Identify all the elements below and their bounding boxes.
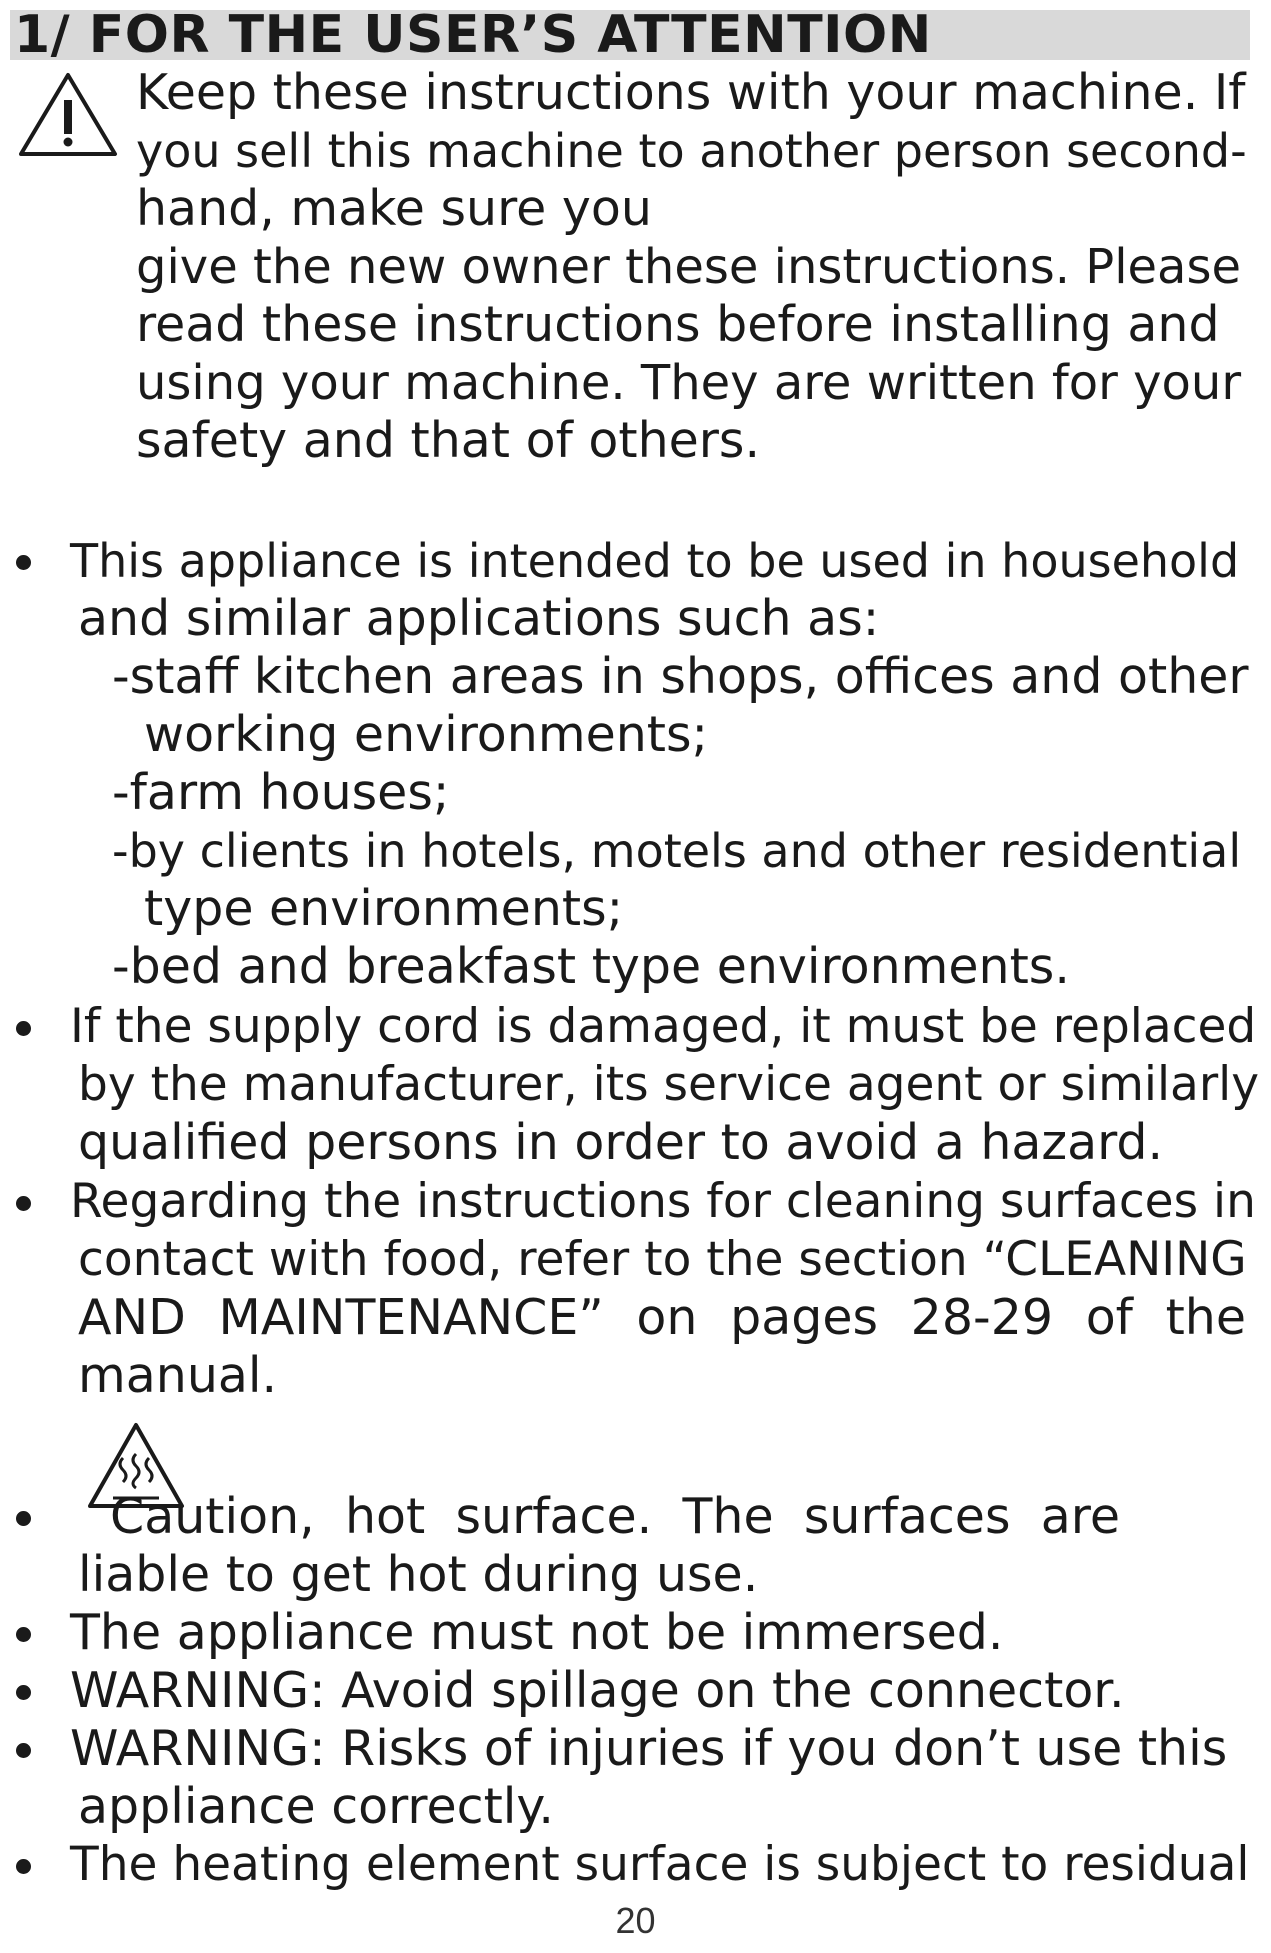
cleaning-line: manual.	[78, 1347, 278, 1404]
usage-line: -by clients in hotels, motels and other residential	[112, 824, 1242, 878]
usage-line: -farm houses;	[112, 764, 450, 821]
bullet-marker	[16, 555, 31, 570]
bullet-marker	[16, 1685, 31, 1700]
intro-line: using your machine. They are written for your	[136, 355, 1242, 411]
section-header	[10, 5, 1250, 65]
supply-cord-line: If the supply cord is damaged, it must be replaced	[70, 999, 1257, 1054]
usage-line: and similar applications such as:	[78, 590, 880, 647]
section-title: 1/ FOR THE USER’S ATTENTION	[14, 5, 932, 65]
intro-line: safety and that of others.	[136, 412, 761, 469]
usage-line: working environments;	[144, 706, 709, 763]
spillage-line: WARNING: Avoid spillage on the connector.	[70, 1662, 1125, 1719]
bullet-marker	[16, 1511, 31, 1526]
intro-line: read these instructions before installing and	[136, 296, 1220, 353]
residual-line: The heating element surface is subject to residual	[70, 1837, 1250, 1892]
usage-line: -staff kitchen areas in shops, offices and other	[112, 648, 1249, 705]
bullet-marker	[16, 1859, 31, 1874]
injuries-line: appliance correctly.	[78, 1778, 554, 1835]
hot-surface-line-wrap	[110, 1488, 1120, 1546]
supply-cord-line: by the manufacturer, its service agent or similarly	[78, 1057, 1260, 1112]
page-number: 20	[615, 1900, 656, 1941]
bullet-marker	[16, 1627, 31, 1642]
bullet-marker	[16, 1196, 31, 1211]
bullet-marker	[16, 1021, 31, 1036]
usage-line: type environments;	[144, 880, 624, 937]
cleaning-line: AND MAINTENANCE” on pages 28-29 of the	[78, 1289, 1246, 1346]
intro-line: hand, make sure you	[136, 180, 652, 237]
intro-line: you sell this machine to another person second-	[136, 124, 1247, 178]
intro-line: Keep these instructions with your machine. If	[136, 64, 1246, 121]
usage-line: -bed and breakfast type environments.	[112, 938, 1070, 995]
hot-surface-line: Caution, hot surface. The surfaces are	[110, 1488, 1120, 1545]
injuries-line: WARNING: Risks of injuries if you don’t use this	[70, 1720, 1228, 1777]
bullet-marker	[16, 1743, 31, 1758]
cleaning-line: contact with food, refer to the section “CLEANING	[78, 1232, 1247, 1287]
cleaning-line: Regarding the instructions for cleaning surfaces in	[70, 1174, 1256, 1229]
supply-cord-line: qualified persons in order to avoid a hazard.	[78, 1114, 1164, 1171]
usage-line: This appliance is intended to be used in household	[70, 534, 1240, 588]
cleaning-line-justified	[78, 1289, 1246, 1347]
hot-surface-line: liable to get hot during use.	[78, 1546, 759, 1603]
intro-line: give the new owner these instructions. Please	[136, 239, 1242, 295]
warning-triangle-icon	[16, 70, 120, 160]
immersed-line: The appliance must not be immersed.	[70, 1604, 1004, 1661]
